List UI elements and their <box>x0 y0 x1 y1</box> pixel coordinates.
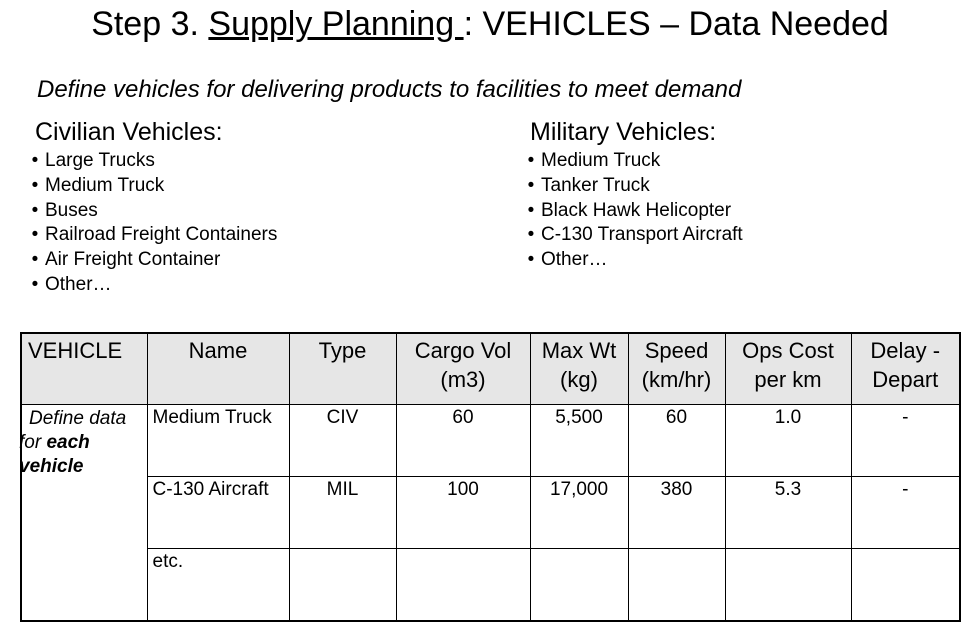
header-delay: Delay - Depart <box>851 333 960 405</box>
cell-type: MIL <box>289 477 396 549</box>
list-item: • Other… <box>25 273 277 298</box>
row-label: Define data for each vehicle <box>21 405 147 622</box>
cell-name: etc. <box>147 549 289 622</box>
cell-maxwt: 5,500 <box>530 405 628 477</box>
civilian-heading: Civilian Vehicles: <box>35 118 223 146</box>
subtitle: Define vehicles for delivering products to facilities to meet demand <box>37 76 742 103</box>
header-speed: Speed (km/hr) <box>628 333 725 405</box>
list-item: • Air Freight Container <box>25 248 277 273</box>
header-vehicle: VEHICLE <box>21 333 147 405</box>
header-max-wt: Max Wt (kg) <box>530 333 628 405</box>
header-type: Type <box>289 333 396 405</box>
vehicle-data-table <box>20 332 961 622</box>
cell-cost <box>725 549 851 622</box>
list-item: • Medium Truck <box>521 149 743 174</box>
military-vehicle-list <box>521 149 743 273</box>
table-header-row <box>21 333 960 405</box>
cell-cargo: 100 <box>396 477 530 549</box>
civilian-vehicle-list <box>25 149 277 298</box>
cell-name: Medium Truck <box>147 405 289 477</box>
title-section: Supply Planning <box>208 5 464 43</box>
title-prefix: Step 3. <box>91 5 209 43</box>
list-item: • Black Hawk Helicopter <box>521 199 743 224</box>
list-item: • Buses <box>25 199 277 224</box>
cell-cargo: 60 <box>396 405 530 477</box>
cell-speed <box>628 549 725 622</box>
list-item: • Large Trucks <box>25 149 277 174</box>
cell-speed: 380 <box>628 477 725 549</box>
cell-delay <box>851 549 960 622</box>
page-title <box>0 4 980 44</box>
header-name: Name <box>147 333 289 405</box>
header-cargo-vol: Cargo Vol (m3) <box>396 333 530 405</box>
table-row <box>21 405 960 477</box>
cell-delay: - <box>851 405 960 477</box>
cell-name: C-130 Aircraft <box>147 477 289 549</box>
cell-cargo <box>396 549 530 622</box>
list-item: • Railroad Freight Containers <box>25 223 277 248</box>
military-heading: Military Vehicles: <box>530 118 717 146</box>
cell-delay: - <box>851 477 960 549</box>
cell-type <box>289 549 396 622</box>
cell-speed: 60 <box>628 405 725 477</box>
list-item: • Tanker Truck <box>521 174 743 199</box>
header-ops-cost: Ops Cost per km <box>725 333 851 405</box>
cell-cost: 1.0 <box>725 405 851 477</box>
list-item: • C-130 Transport Aircraft <box>521 223 743 248</box>
cell-type: CIV <box>289 405 396 477</box>
table-row <box>21 477 960 549</box>
list-item: • Other… <box>521 248 743 273</box>
table-row <box>21 549 960 622</box>
list-item: • Medium Truck <box>25 174 277 199</box>
title-rest: : VEHICLES – Data Needed <box>463 5 889 43</box>
cell-maxwt: 17,000 <box>530 477 628 549</box>
cell-cost: 5.3 <box>725 477 851 549</box>
cell-maxwt <box>530 549 628 622</box>
